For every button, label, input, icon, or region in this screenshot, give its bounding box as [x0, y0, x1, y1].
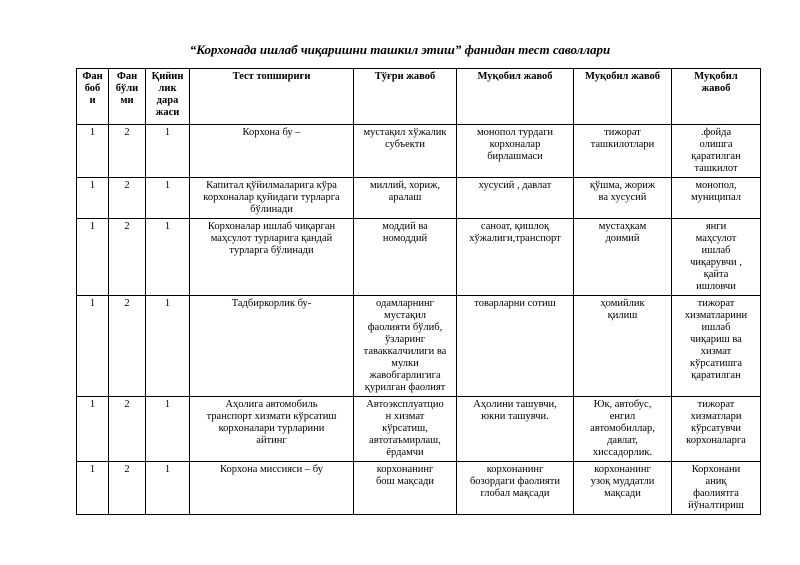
cell-alt-answer-1: корхонанинг бозордаги фаолияти глобал мақсади [457, 462, 574, 515]
cell-correct-answer: миллий, хориж, аралаш [354, 178, 457, 219]
table-row [77, 397, 761, 462]
document-title: “Корхонада ишлаб чиқаришни ташкил этиш” фанидан тест саволлари [189, 42, 611, 57]
cell-section: 2 [109, 397, 146, 462]
cell-difficulty: 1 [146, 462, 190, 515]
table-row [77, 462, 761, 515]
cell-alt-answer-2: мустаҳкам доимий [574, 219, 672, 296]
cell-alt-answer-3: тижорат хизматлари кўрсатувчи корхоналарга [672, 397, 761, 462]
cell-section: 2 [109, 178, 146, 219]
cell-chapter: 1 [77, 296, 109, 397]
cell-question: Аҳолига автомобиль транспорт хизмати кўрсатиш корхоналари турларини айтинг [190, 397, 354, 462]
cell-difficulty: 1 [146, 296, 190, 397]
header-cell-correct-answer: Тўғри жавоб [354, 69, 457, 125]
header-cell-chapter: Фан боб и [77, 69, 109, 125]
header-cell-difficulty: Қийин лик дара жаси [146, 69, 190, 125]
cell-section: 2 [109, 462, 146, 515]
cell-chapter: 1 [77, 125, 109, 178]
cell-chapter: 1 [77, 178, 109, 219]
cell-correct-answer: моддий ва номоддий [354, 219, 457, 296]
cell-alt-answer-2: ҳомийлик қилиш [574, 296, 672, 397]
header-cell-question: Тест топшириғи [190, 69, 354, 125]
cell-alt-answer-2: корхонанинг узоқ муддатли мақсади [574, 462, 672, 515]
header-cell-section: Фан бўли ми [109, 69, 146, 125]
cell-question: Капитал қўйилмаларига кўра корхоналар қуйидаги турларга бўлинади [190, 178, 354, 219]
cell-section: 2 [109, 125, 146, 178]
cell-section: 2 [109, 219, 146, 296]
cell-chapter: 1 [77, 397, 109, 462]
cell-alt-answer-2: Юк, автобус, енгил автомобиллар, давлат, хиссадорлик. [574, 397, 672, 462]
table-row [77, 178, 761, 219]
cell-section: 2 [109, 296, 146, 397]
cell-difficulty: 1 [146, 178, 190, 219]
cell-correct-answer: одамларнинг мустақил фаолияти бўлиб, ўзларинг таваккалчилиги ва мулки жавобгарлигига қурилган фаолият [354, 296, 457, 397]
cell-alt-answer-1: саноат, қишлоқ хўжалиги,транспорт [457, 219, 574, 296]
table-row [77, 219, 761, 296]
cell-chapter: 1 [77, 462, 109, 515]
header-cell-alt-answer-2: Муқобил жавоб [574, 69, 672, 125]
cell-alt-answer-1: Аҳолини ташувчи, юкни ташувчи. [457, 397, 574, 462]
cell-difficulty: 1 [146, 219, 190, 296]
cell-correct-answer: корхонанинг бош мақсади [354, 462, 457, 515]
cell-question: Корхоналар ишлаб чиқарган маҳсулот турларига қандай турларга бўлинади [190, 219, 354, 296]
test-questions-table [76, 68, 761, 515]
cell-question: Корхона миссияси – бу [190, 462, 354, 515]
cell-question: Тадбиркорлик бу- [190, 296, 354, 397]
cell-chapter: 1 [77, 219, 109, 296]
table-row [77, 125, 761, 178]
table-header-row [77, 69, 761, 125]
cell-alt-answer-3: Корхонани аниқ фаолиятга йўналтириш [672, 462, 761, 515]
cell-difficulty: 1 [146, 397, 190, 462]
cell-correct-answer: мустақил хўжалик субъекти [354, 125, 457, 178]
cell-alt-answer-3: .фойда олишга қаратилган ташкилот [672, 125, 761, 178]
cell-alt-answer-3: монопол, муниципал [672, 178, 761, 219]
cell-alt-answer-2: қўшма, жориж ва хусусий [574, 178, 672, 219]
cell-question: Корхона бу – [190, 125, 354, 178]
cell-alt-answer-1: хусусий , давлат [457, 178, 574, 219]
table-row [77, 296, 761, 397]
header-cell-alt-answer-3: Муқобил жавоб [672, 69, 761, 125]
cell-alt-answer-1: товарларни сотиш [457, 296, 574, 397]
cell-correct-answer: Автоэксплуатцио н хизмат кўрсатиш, автотаъмирлаш, ёрдамчи [354, 397, 457, 462]
cell-alt-answer-1: монопол турдаги корхоналар бирлашмаси [457, 125, 574, 178]
header-cell-alt-answer-1: Муқобил жавоб [457, 69, 574, 125]
cell-difficulty: 1 [146, 125, 190, 178]
cell-alt-answer-2: тижорат ташкилотлари [574, 125, 672, 178]
cell-alt-answer-3: янги маҳсулот ишлаб чиқарувчи , қайта ишловчи [672, 219, 761, 296]
cell-alt-answer-3: тижорат хизматларини ишлаб чиқариш ва хизмат кўрсатишга қаратилган [672, 296, 761, 397]
